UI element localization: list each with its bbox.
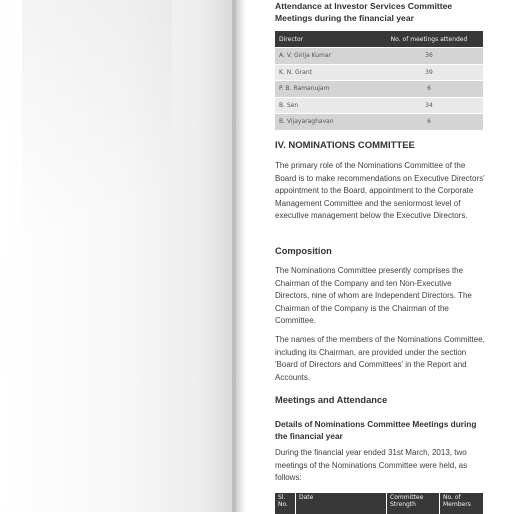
table-row xyxy=(275,48,483,65)
show-through-shadow xyxy=(22,0,172,300)
meetings-count: 6 xyxy=(375,81,483,98)
spine-shadow xyxy=(236,0,246,512)
header-committee-strength: Committee Strength xyxy=(387,493,440,514)
header-director: Director xyxy=(275,31,375,48)
section-title: IV. NOMINATIONS COMMITTEE xyxy=(275,140,415,151)
attendance-table-header xyxy=(275,31,483,48)
director-name: A. V. Girija Kumar xyxy=(275,48,375,65)
director-name: B. Sen xyxy=(275,97,375,114)
attendance-heading: Attendance at Investor Services Committee Meetings during the financial year xyxy=(275,1,453,23)
meetings-count: 39 xyxy=(375,64,483,81)
meetings-table-header xyxy=(275,493,483,514)
header-meetings-attended: No. of meetings attended xyxy=(375,31,483,48)
table-row xyxy=(275,81,483,98)
meetings-table xyxy=(275,493,483,514)
meetings-count: 34 xyxy=(375,97,483,114)
meetings-count: 36 xyxy=(375,48,483,65)
composition-paragraph: The names of the members of the Nominations Committee, including its Chairman, are provided under the section 'Board of Directors and Committees' in the Report and Accounts. xyxy=(275,335,485,382)
composition-heading: Composition xyxy=(275,246,332,256)
details-paragraph: During the financial year ended 31st March, 2013, two meetings of the Nominations Committee were held, as follows: xyxy=(275,448,468,483)
details-heading: Details of Nominations Committee Meetings during the financial year xyxy=(275,419,477,441)
header-sl-no: Sl. No. xyxy=(275,493,296,514)
composition-paragraph: The Nominations Committee presently comprises the Chairman of the Company and ten Non-Executive Directors, nine of whom are Independent Directors. The Chairman of the Company is the Chairman of the Committee. xyxy=(275,266,472,326)
director-name: K. N. Grant xyxy=(275,64,375,81)
meetings-heading: Meetings and Attendance xyxy=(275,395,388,405)
table-row xyxy=(275,97,483,114)
table-row xyxy=(275,114,483,130)
intro-paragraph: The primary role of the Nominations Committee of the Board is to make recommendations on Executive Directors' appointment to the Board, appointment to the Corporate Management Committee and the seniormost level of executive management below the Executive Directors. xyxy=(275,161,485,221)
header-no-of-members: No. of Members xyxy=(440,493,484,514)
meetings-count: 6 xyxy=(375,114,483,130)
attendance-table xyxy=(275,31,483,130)
header-date: Date xyxy=(296,493,387,514)
table-row xyxy=(275,64,483,81)
director-name: P. B. Ramanujam xyxy=(275,81,375,98)
director-name: B. Vijayaraghavan xyxy=(275,114,375,130)
